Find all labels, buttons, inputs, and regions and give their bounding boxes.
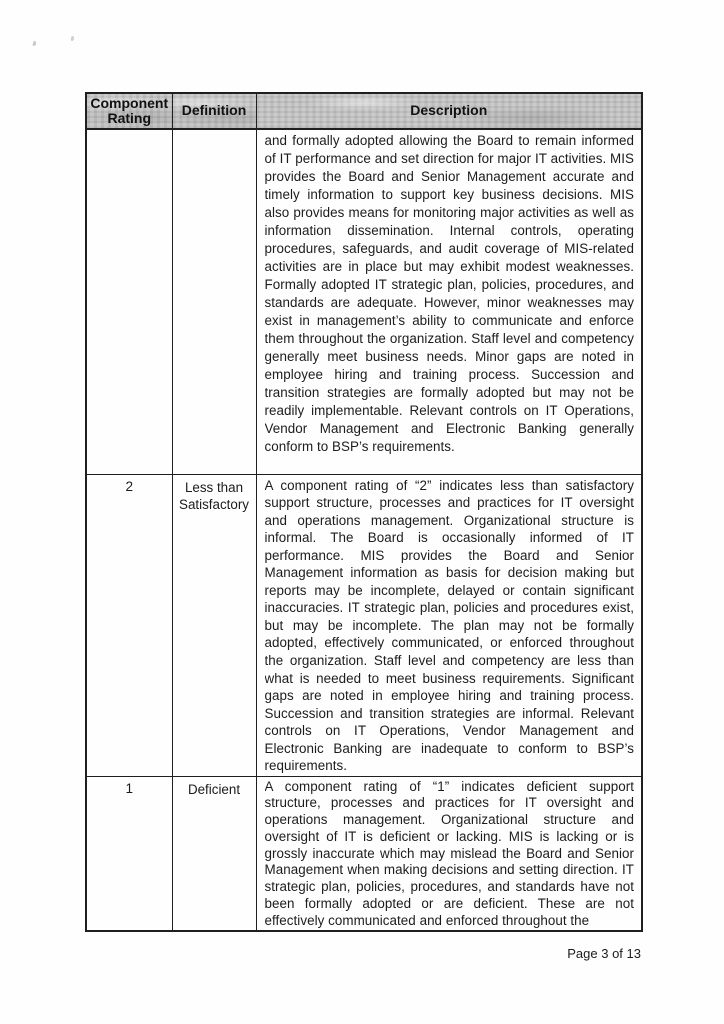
rating-cell (86, 776, 172, 931)
description-text: and formally adopted allowing the Board to remain informed of IT performance and set direction for major IT activities. MIS provides the Board and Senior Management accurate and timely information to support key business decisions. MIS also provides means for monitoring major activities as well as information dissemination. Internal controls, operating procedures, safeguards, and audit coverage of MIS-related activities are in place but may exhibit modest weaknesses. Formally adopted IT strategic plan, policies, procedures, and standards are adequate. However, minor weaknesses may exist in management’s ability to communicate and enforce them throughout the organization. Staff level and competency generally meet business needs. Minor gaps are noted in employee hiring and training process. Succession and transition strategies are formally adopted but may not be readily implementable. Relevant controls on IT Operations, Vendor Management and Electronic Banking generally conform to BSP’s requirements. (264, 133, 634, 454)
rating-cell (86, 474, 172, 776)
description-text: A component rating of “2” indicates less than satisfactory support structure, processes and practices for IT oversight and operations management. Organizational structure is informal. The Board is occasionally informed of IT performance. MIS provides the Board and Senior Management information as basis for decision making but reports may be incomplete, delayed or contain significant inaccuracies. IT strategic plan, policies and procedures exist, but may be incomplete. The plan may not be formally adopted, effectively communicated, or enforced throughout the organization. Staff level and competency are less than what is needed to meet business requirements. Significant gaps are noted in employee hiring and training process. Succession and transition strategies are informal. Relevant controls on IT Operations, Vendor Management and Electronic Banking are inadequate to conform to BSP’s requirements. (264, 477, 634, 774)
definition-cell (172, 129, 256, 474)
component-rating-table (85, 92, 643, 932)
description-cell (256, 776, 642, 931)
definition-cell (172, 474, 256, 776)
table-row-rating-1 (86, 776, 642, 931)
header-component-rating: Component Rating (86, 93, 172, 129)
table-header-row (86, 93, 642, 129)
definition-cell (172, 776, 256, 931)
description-text: A component rating of “1” indicates deficient support structure, processes and practices for IT oversight and operations management. Organizational structure and oversight of IT is deficient or lacking. MIS is lacking or is grossly inaccurate which may mislead the Board and Senior Management when making decisions and setting direction. IT strategic plan, policies, procedures, and standards have not been formally adopted or are deficient. These are not effectively communicated and enforced throughout the (264, 778, 634, 928)
definition-value: Deficient (187, 781, 241, 797)
scan-artifact-mark (71, 36, 75, 41)
definition-value: Less than Satisfactory (179, 479, 249, 513)
rating-value: 2 (125, 478, 134, 494)
header-definition: Definition (172, 93, 256, 129)
page-number: Page 3 of 13 (567, 946, 641, 961)
rating-value: 1 (125, 780, 134, 796)
header-description: Description (256, 93, 642, 129)
table-row-rating-2 (86, 474, 642, 776)
description-cell (256, 129, 642, 474)
rating-cell (86, 129, 172, 474)
description-cell (256, 474, 642, 776)
table-row-continuation (86, 129, 642, 474)
scan-artifact-mark (32, 41, 36, 47)
